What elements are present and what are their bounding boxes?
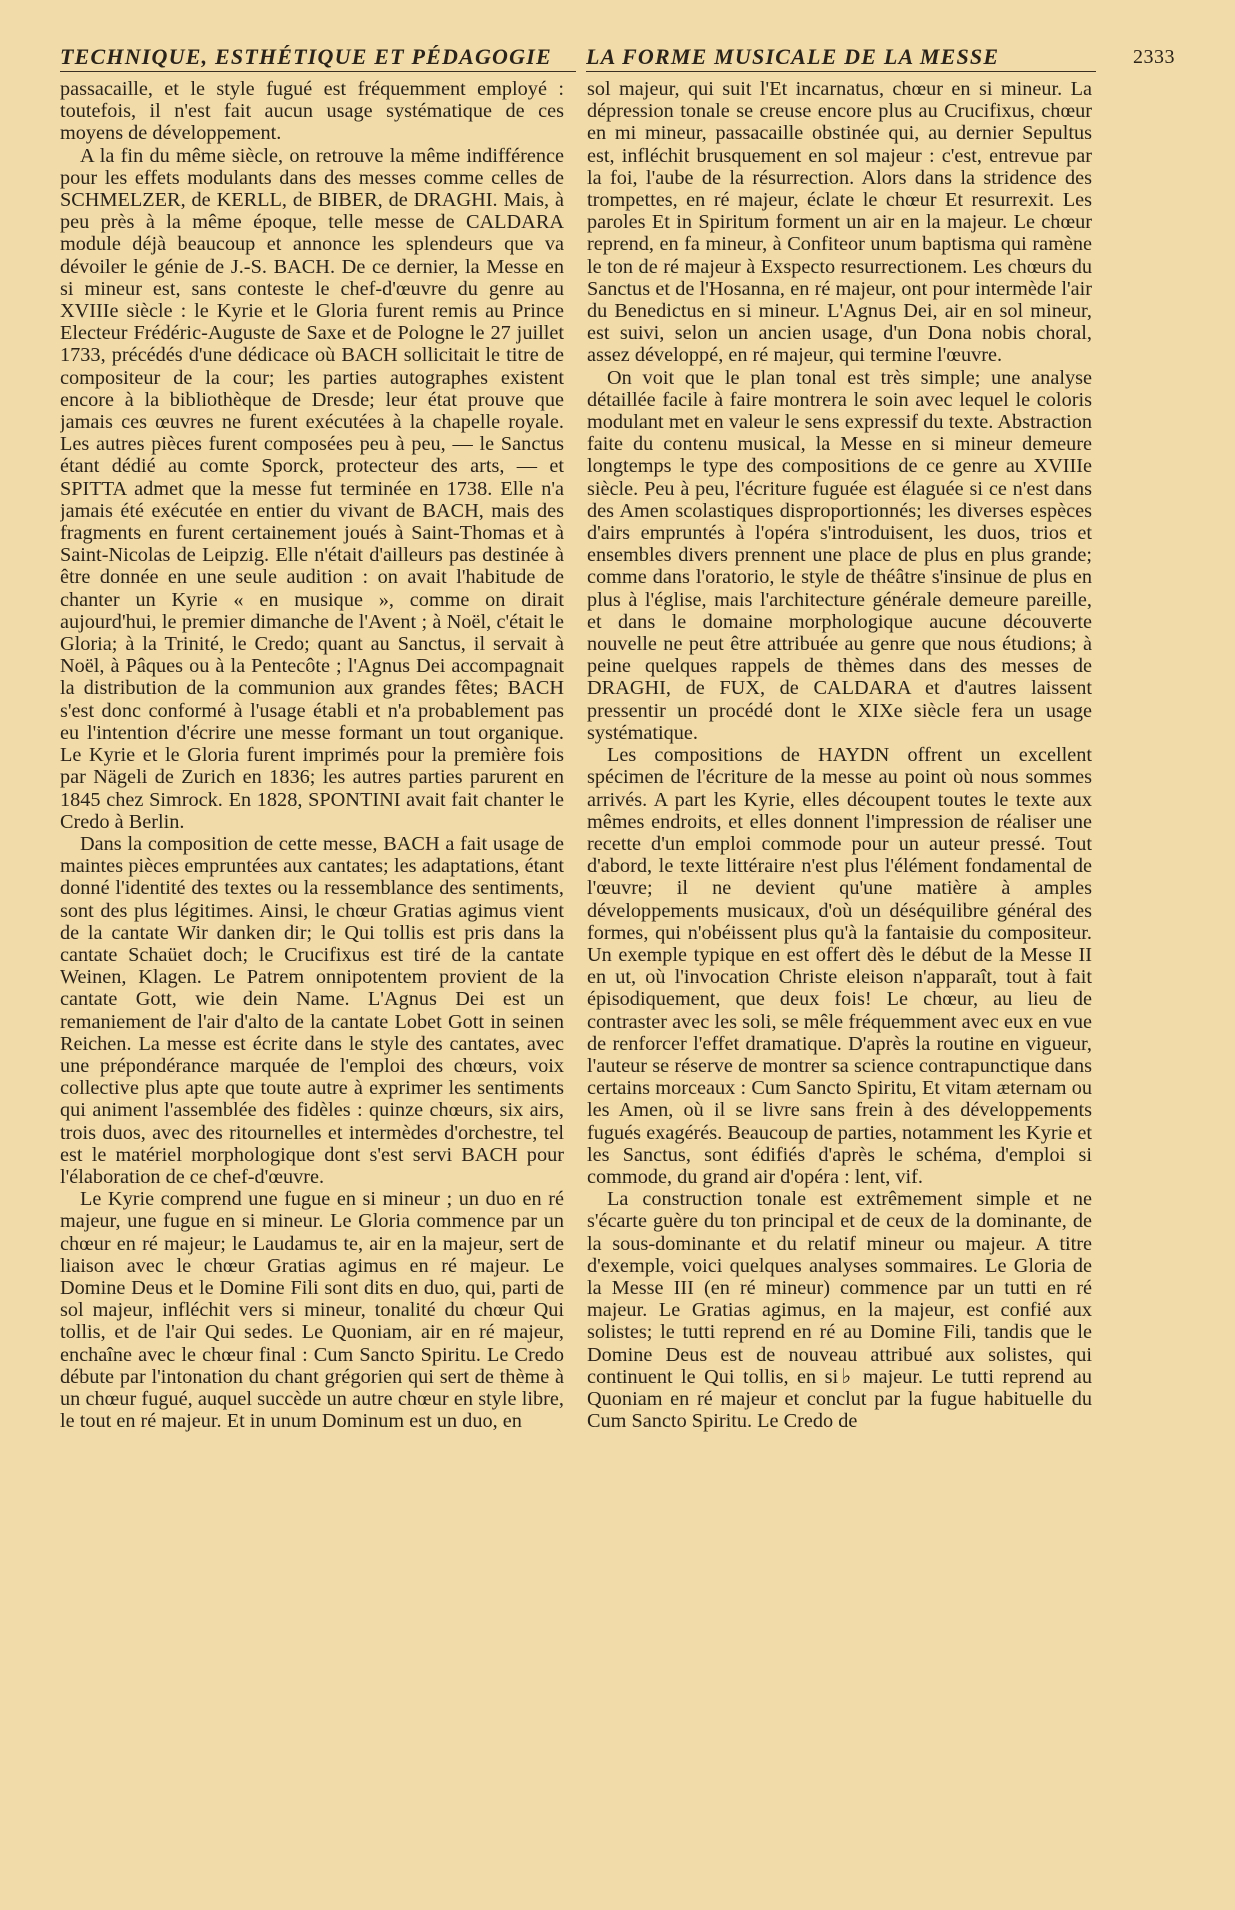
right-column — [587, 78, 1092, 1888]
header-left-title: TECHNIQUE, ESTHÉTIQUE ET PÉDAGOGIE — [60, 44, 552, 69]
paragraph: sol majeur, qui suit l'Et incarnatus, chœur en si mineur. La dépression tonale se creuse encore plus au Crucifixus, chœur en mi mineur, passacaille obstinée qui, au dernier Sepultus est, infléchit brusquement en sol majeur : c'est, entrevue par la foi, l'aube de la résurrection. Alors dans la stridence des trompettes, en ré majeur, éclate le chœur Et resurrexit. Les paroles Et in Spiritum forment un air en la majeur. Le chœur reprend, en fa mineur, à Confiteor unum baptisma qui ramène le ton de ré majeur à Exspecto resurrectionem. Les chœurs du Sanctus et de l'Hosanna, en ré majeur, ont pour intermède l'air du Benedictus en si mineur. L'Agnus Dei, air en sol mineur, est suivi, selon un ancien usage, d'un Dona nobis choral, assez développé, en ré majeur, qui termine l'œuvre. — [587, 78, 1092, 367]
paragraph: Le Kyrie comprend une fugue en si mineur ; un duo en ré majeur, une fugue en si mineur. Le Gloria commence par un chœur en ré majeur; le Laudamus te, air en la majeur, sert de liaison avec le chœur Gratias agimus en ré majeur. Le Domine Deus et le Domine Fili sont dits en duo, qui, parti de sol majeur, infléchit vers si mineur, tonalité du chœur Qui tollis, et de l'air Qui sedes. Le Quoniam, air en ré majeur, enchaîne avec le chœur final : Cum Sancto Spiritu. Le Credo débute par l'intonation du chant grégorien qui sert de thème à un chœur fugué, auquel succède un autre chœur en style libre, le tout en ré majeur. Et in unum Dominum est un duo, en — [60, 1188, 564, 1433]
header-rule-left — [60, 71, 576, 72]
paragraph: La construction tonale est extrêmement simple et ne s'écarte guère du ton principal et de ceux de la dominante, de la sous-dominante et du relatif mineur ou majeur. A titre d'exemple, voici quelques analyses sommaires. Le Gloria de la Messe III (en ré mineur) commence par un tutti en ré majeur. Le Gratias agimus, en la majeur, est confié aux solistes; le tutti reprend en ré au Domine Fili, tandis que le Domine Deus est de nouveau attribué aux solistes, qui continuent le Qui tollis, en si♭ majeur. Le tutti reprend au Quoniam en ré majeur et conclut par la fugue habituelle du Cum Sancto Spiritu. Le Credo de — [587, 1188, 1092, 1433]
paragraph: passacaille, et le style fugué est fréquemment employé : toutefois, il n'est fait aucun usage systématique de ces moyens de développement. — [60, 78, 564, 145]
paragraph: Les compositions de HAYDN offrent un excellent spécimen de l'écriture de la messe au point où nous sommes arrivés. A part les Kyrie, elles découpent toutes le texte aux mêmes endroits, et elles donnent l'impression de réaliser une recette d'un emploi commode pour un auteur pressé. Tout d'abord, le texte littéraire n'est plus l'élément fondamental de l'œuvre; il ne devient qu'une matière à amples développements musicaux, d'où un déséquilibre général des formes, qui n'obéissent plus qu'à la fantaisie du compositeur. Un exemple typique en est offert dès le début de la Messe II en ut, où l'invocation Christe eleison n'apparaît, tout à fait épisodiquement, que deux fois! Le chœur, au lieu de contraster avec les soli, se mêle fréquemment avec eux en vue de renforcer l'effet dramatique. D'après la routine en vigueur, l'auteur se réserve de montrer sa science contrapunctique dans certains morceaux : Cum Sancto Spiritu, Et vitam æternam ou les Amen, où il se livre sans frein à des développements fugués exagérés. Beaucoup de parties, notamment les Kyrie et les Sanctus, sont édifiés d'après le schéma, d'emploi si commode, du grand air d'opéra : lent, vif. — [587, 744, 1092, 1188]
left-column — [60, 78, 564, 1888]
running-header — [60, 44, 1175, 72]
paragraph: Dans la composition de cette messe, BACH a fait usage de maintes pièces empruntées aux cantates; les adaptations, étant donné l'identité des textes ou la ressemblance des sentiments, sont des plus légitimes. Ainsi, le chœur Gratias agimus vient de la cantate Wir danken dir; le Qui tollis est pris dans la cantate Schaüet doch; le Crucifixus est tiré de la cantate Weinen, Klagen. Le Patrem onnipotentem provient de la cantate Gott, wie dein Name. L'Agnus Dei est un remaniement de l'air d'alto de la cantate Lobet Gott in seinen Reichen. La messe est écrite dans le style des cantates, avec une prépondérance marquée de l'emploi des chœurs, voix collective plus apte que toute autre à exprimer les sentiments qui animent l'assemblée des fidèles : quinze chœurs, six airs, trois duos, avec des ritournelles et intermèdes d'orchestre, tel est le matériel morphologique dont s'est servi BACH pour l'élaboration de ce chef-d'œuvre. — [60, 832, 564, 1188]
header-right-title: LA FORME MUSICALE DE LA MESSE — [586, 44, 1000, 69]
paragraph: A la fin du même siècle, on retrouve la même indifférence pour les effets modulants dans des messes comme celles de SCHMELZER, de KERLL, de BIBER, de DRAGHI. Mais, à peu près à la même époque, telle messe de CALDARA module déjà beaucoup et annonce les splendeurs que va dévoiler le génie de J.-S. BACH. De ce dernier, la Messe en si mineur est, sans conteste le chef-d'œuvre du genre au XVIIIe siècle : le Kyrie et le Gloria furent remis au Prince Electeur Frédéric-Auguste de Saxe et de Pologne le 27 juillet 1733, précédés d'une dédicace où BACH sollicitait le titre de compositeur de la cour; les parties autographes existent encore à la bibliothèque de Dresde; leur état prouve que jamais ces œuvres ne furent exécutées à la chapelle royale. Les autres pièces furent composées peu à peu, — le Sanctus étant dédié au comte Sporck, protecteur des arts, — et SPITTA admet que la messe fut terminée en 1738. Elle n'a jamais été exécutée en entier du vivant de BACH, mais des fragments en furent certainement joués à Saint-Thomas et à Saint-Nicolas de Leipzig. Elle n'était d'ailleurs pas destinée à être donnée en une seule audition : on avait l'habitude de chanter un Kyrie « en musique », comme on dirait aujourd'hui, le premier dimanche de l'Avent ; à Noël, c'était le Gloria; à la Trinité, le Credo; quant au Sanctus, il servait à Noël, à Pâques ou à la Pentecôte ; l'Agnus Dei accompagnait la distribution de la communion aux grandes fêtes; BACH s'est donc conformé à l'usage établi et n'a probablement pas eu l'intention d'écrire une messe formant un tout organique. Le Kyrie et le Gloria furent imprimés pour la première fois par Nägeli de Zurich en 1836; les autres parties parurent en 1845 chez Simrock. En 1828, SPONTINI avait fait chanter le Credo à Berlin. — [60, 144, 564, 833]
page-number: 2333 — [1133, 46, 1175, 68]
paragraph: On voit que le plan tonal est très simple; une analyse détaillée facile à faire montrera le soin avec lequel le coloris modulant met en valeur le sens expressif du texte. Abstraction faite du contenu musical, la Messe en si mineur demeure longtemps le type des compositions de ce genre au XVIIIe siècle. Peu à peu, l'écriture fuguée est élaguée si ce n'est dans des Amen scolastiques disproportionnés; les diverses espèces d'airs empruntés à l'opéra s'introduisent, les duos, trios et ensembles divers prennent une place de plus en plus grande; comme dans l'oratorio, le style de théâtre s'insinue de plus en plus à l'église, mais l'architecture générale demeure pareille, et dans le domaine morphologique aucune découverte nouvelle ne peut être attribuée au genre que nous étudions; à peine quelques rappels de thèmes dans des messes de DRAGHI, de FUX, de CALDARA et d'autres laissent pressentir un procédé dont le XIXe siècle fera un usage systématique. — [587, 366, 1092, 744]
header-rule-right — [586, 71, 1096, 72]
